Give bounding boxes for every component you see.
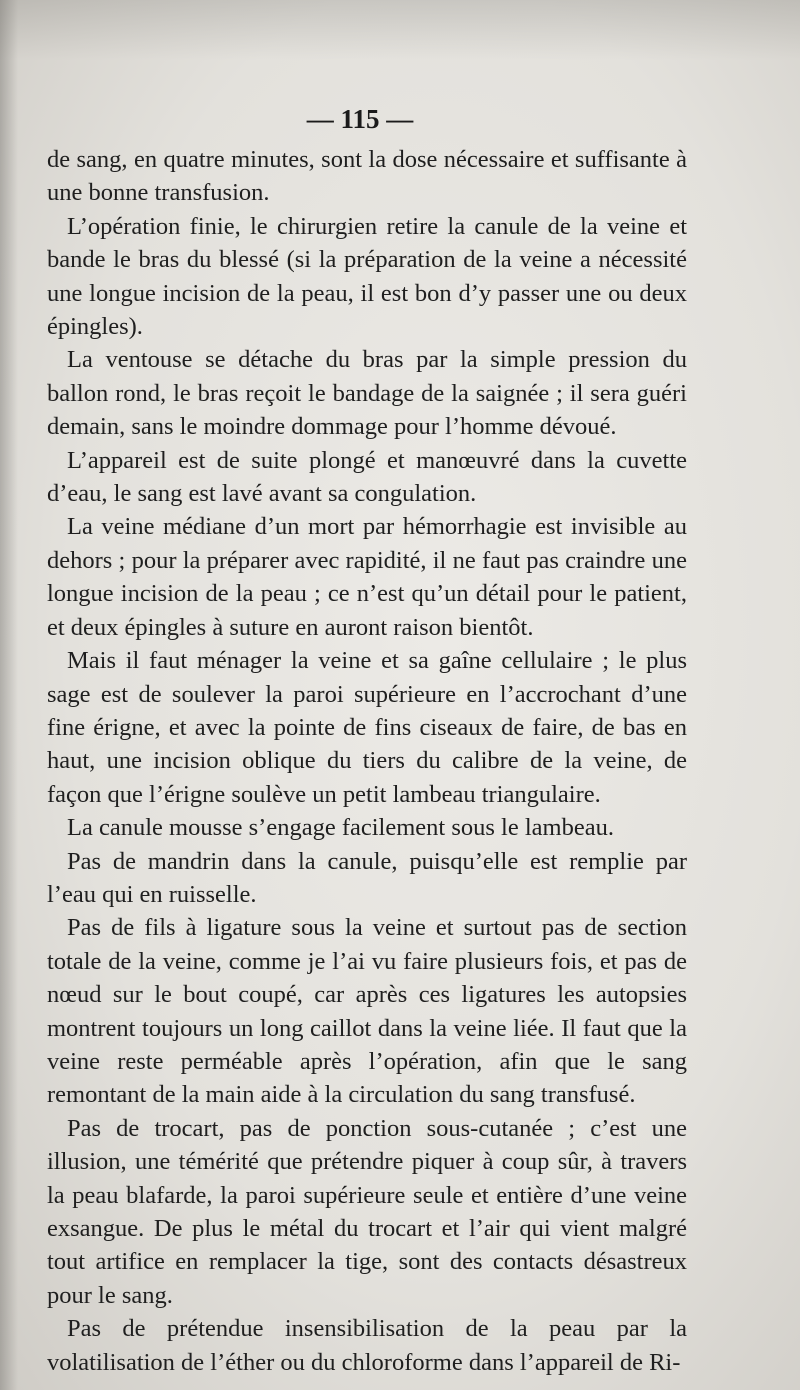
paragraph: Mais il faut ménager la veine et sa gaîne cellulaire ; le plus sage est de soulever la paroi supérieure en l’accrochant d’une fine érigne, et avec la pointe de fins ciseaux de faire, de bas en haut, une incision oblique du tiers du calibre de la veine, de façon que l’érigne soulève un petit lambeau triangulaire. <box>47 647 687 808</box>
page-number-header: — 115 — <box>306 104 414 134</box>
paragraph: La veine médiane d’un mort par hémorrhagie est invisible au dehors ; pour la préparer avec rapidité, il ne faut pas craindre une longue incision de la peau ; ce n’est qu’un détail pour le patient, et deux épingles à suture en auront raison bientôt. <box>47 513 687 641</box>
paragraph-continuation: de sang, en quatre minutes, sont la dose nécessaire et suffisante à une bonne transfusion. <box>47 146 687 207</box>
paragraph: L’appareil est de suite plongé et manœuvré dans la cuvette d’eau, le sang est lavé avant sa congulation. <box>47 446 687 508</box>
paragraph: Pas de trocart, pas de ponction sous-cutanée ; c’est une illusion, une témérité que prétendre piquer à coup sûr, à travers la peau blafarde, la paroi supérieure seule et entière d’une veine exsangue. De plus le métal du trocart et l’air qui vient malgré tout artifice en remplacer la tige, sont des contacts désastreux pour le sang. <box>47 1114 687 1309</box>
paragraph: Pas de mandrin dans la canule, puisqu’elle est remplie par l’eau qui en ruisselle. <box>47 847 687 908</box>
paragraph: La ventouse se détache du bras par la simple pression du ballon rond, le bras reçoit le bandage de la saignée ; il sera guéri demain, sans le moindre dommage pour l’homme dévoué. <box>47 346 687 441</box>
paragraph: L’opération finie, le chirurgien retire la canule de la veine et bande le bras du blessé (si la préparation de la veine a nécessité une longue incision de la peau, il est bon d’y passer une ou deux épingles). <box>47 212 687 341</box>
page-body <box>47 143 687 1379</box>
paragraph: Pas de fils à ligature sous la veine et surtout pas de section totale de la veine, comme je l’ai vu faire plusieurs fois, et pas de nœud sur le bout coupé, car après ces ligatures les autopsies montrent toujours un long caillot dans la veine liée. Il faut que la veine reste perméable après l’opération, afin que le sang remontant de la main aide à la circulation du sang transfusé. <box>47 914 687 1109</box>
paragraph: Pas de prétendue insensibilisation de la peau par la volatilisation de l’éther ou du chloroforme dans l’appareil de Ri- <box>47 1315 687 1376</box>
paragraph: La canule mousse s’engage facilement sous le lambeau. <box>67 814 614 842</box>
